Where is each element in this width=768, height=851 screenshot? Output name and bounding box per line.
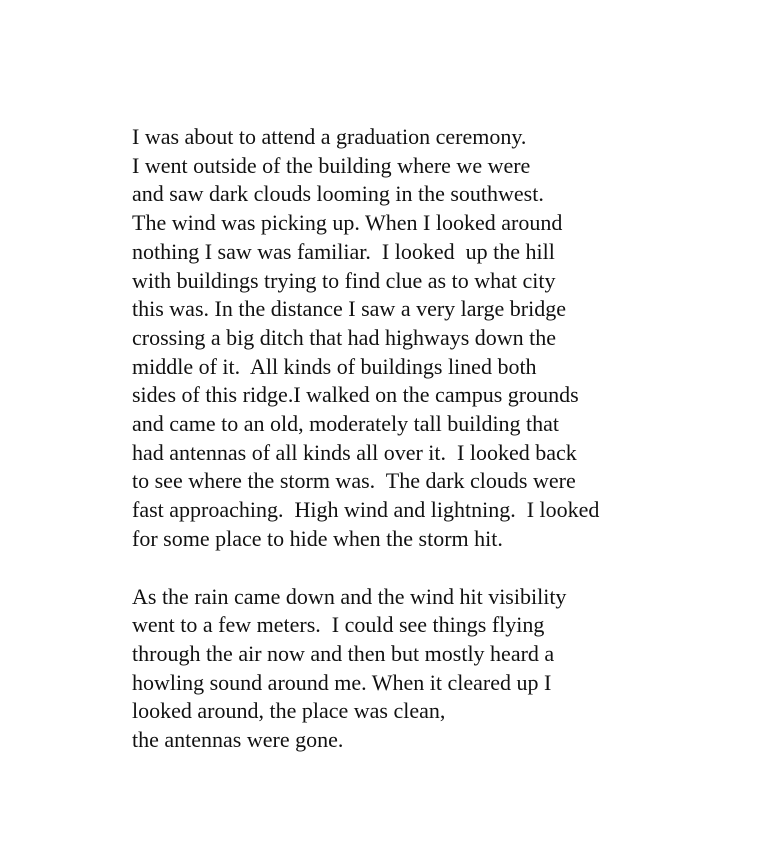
text-line: had antennas of all kinds all over it. I looked back — [132, 439, 577, 465]
text-line: for some place to hide when the storm hit. — [132, 525, 503, 551]
text-line: I went outside of the building where we were — [132, 152, 531, 178]
text-line: this was. In the distance I saw a very large bridge — [132, 296, 566, 322]
text-line: went to a few meters. I could see things flying — [132, 612, 545, 638]
text-line: fast approaching. High wind and lightning. I looked — [132, 497, 600, 523]
text-line: nothing I saw was familiar. I looked up the hill — [132, 238, 555, 264]
text-line: and saw dark clouds looming in the southwest. — [132, 181, 544, 207]
text-line: through the air now and then but mostly heard a — [132, 640, 555, 666]
text-line: middle of it. All kinds of buildings lined both — [132, 353, 537, 379]
text-line: looked around, the place was clean, — [132, 698, 446, 724]
text-line: to see where the storm was. The dark clouds were — [132, 468, 576, 494]
text-line: the antennas were gone. — [132, 727, 344, 753]
text-line: The wind was picking up. When I looked around — [132, 210, 563, 236]
paragraph-1 — [132, 123, 732, 554]
text-line: As the rain came down and the wind hit visibility — [132, 583, 567, 609]
text-line: with buildings trying to find clue as to what city — [132, 267, 556, 293]
text-line: sides of this ridge.I walked on the campus grounds — [132, 382, 579, 408]
paragraph-2 — [132, 583, 732, 755]
story-text — [132, 123, 732, 755]
text-line: crossing a big ditch that had highways down the — [132, 324, 557, 350]
text-line: and came to an old, moderately tall building that — [132, 411, 560, 437]
text-line: I was about to attend a graduation ceremony. — [132, 124, 527, 149]
text-line: howling sound around me. When it cleared up I — [132, 669, 552, 695]
